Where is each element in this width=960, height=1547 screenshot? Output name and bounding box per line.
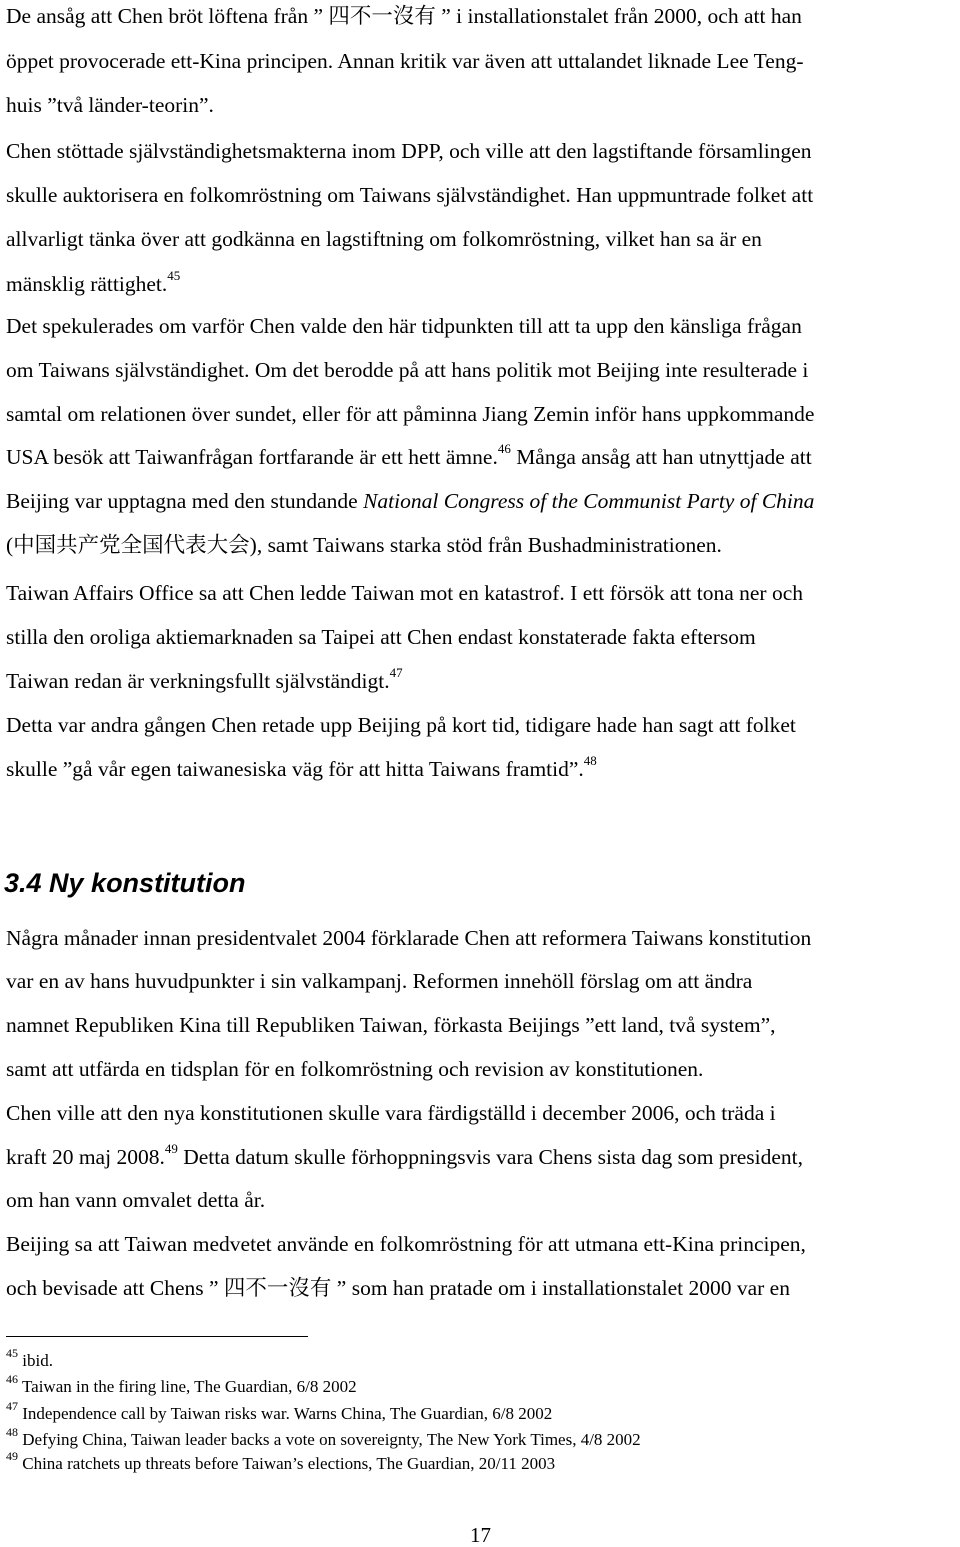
footnote-48[interactable] bbox=[6, 1425, 641, 1451]
line-text: kraft 20 maj 2008. bbox=[6, 1145, 165, 1169]
line-text: Taiwan redan är verkningsfullt självständigt. bbox=[6, 669, 390, 693]
paragraph-5-line-2 bbox=[6, 752, 597, 783]
footnote-ref-48[interactable]: 48 bbox=[583, 752, 597, 768]
congress-name-italic: National Congress of the Communist Party of China bbox=[363, 489, 815, 513]
paragraph-2-line-3: allvarligt tänka över att godkänna en lagstiftning om folkomröstning, vilket han sa är en bbox=[6, 227, 762, 251]
paragraph-3-line-6: (中国共产党全国代表大会), samt Taiwans starka stöd från Bushadministrationen. bbox=[6, 533, 722, 557]
footnote-text: Defying China, Taiwan leader backs a vote on sovereignty, The New York Times, 4/8 2002 bbox=[22, 1430, 641, 1449]
paragraph-3-line-3: samtal om relationen över sundet, eller för att påminna Jiang Zemin inför hans uppkommande bbox=[6, 402, 815, 426]
footnote-46[interactable] bbox=[6, 1372, 357, 1398]
paragraph-4-line-3 bbox=[6, 664, 403, 695]
line-text: skulle ”gå vår egen taiwanesiska väg för att hitta Taiwans framtid”. bbox=[6, 757, 584, 781]
paragraph-6-line-1: Några månader innan presidentvalet 2004 förklarade Chen att reformera Taiwans konstitution bbox=[6, 926, 812, 950]
page-number: 17 bbox=[470, 1523, 491, 1547]
footnote-text: ibid. bbox=[22, 1351, 53, 1370]
paragraph-4-line-2: stilla den oroliga aktiemarknaden sa Taipei att Chen endast konstaterade fakta eftersom bbox=[6, 625, 756, 649]
line-text: Detta datum skulle förhoppningsvis vara Chens sista dag som president, bbox=[177, 1145, 804, 1169]
line-text: USA besök att Taiwanfrågan fortfarande är ett hett ämne. bbox=[6, 445, 498, 469]
paragraph-5-line-1: Detta var andra gången Chen retade upp Beijing på kort tid, tidigare hade han sagt att folket bbox=[6, 713, 796, 737]
section-heading: 3.4 Ny konstitution bbox=[4, 868, 246, 898]
paragraph-7-line-1: Chen ville att den nya konstitutionen skulle vara färdigställd i december 2006, och träda i bbox=[6, 1101, 776, 1125]
footnote-ref-46[interactable]: 46 bbox=[497, 440, 511, 456]
paragraph-3-line-5 bbox=[6, 487, 814, 515]
footnote-ref-45[interactable]: 45 bbox=[167, 267, 181, 283]
paragraph-3-line-4 bbox=[6, 440, 812, 471]
paragraph-2-line-2: skulle auktorisera en folkomröstning om Taiwans självständighet. Han uppmuntrade folket att bbox=[6, 183, 814, 207]
footnote-text: Independence call by Taiwan risks war. Warns China, The Guardian, 6/8 2002 bbox=[18, 1404, 553, 1423]
paragraph-6-line-2: var en av hans huvudpunkter i sin valkampanj. Reformen innehöll förslag om att ändra bbox=[6, 969, 753, 993]
paragraph-7-line-2 bbox=[6, 1140, 804, 1171]
paragraph-3-line-1: Det spekulerades om varför Chen valde den här tidpunkten till att ta upp den känsliga frågan bbox=[6, 314, 802, 338]
paragraph-1-line-3: huis ”två länder-teorin”. bbox=[6, 93, 214, 117]
paragraph-2-line-1: Chen stöttade självständighetsmakterna inom DPP, och ville att den lagstiftande församlingen bbox=[6, 139, 812, 163]
footnote-ref-49[interactable]: 49 bbox=[164, 1140, 178, 1156]
paragraph-6-line-4: samt att utfärda en tidsplan för en folkomröstning och revision av konstitutionen. bbox=[6, 1057, 704, 1081]
line-text: mänsklig rättighet. bbox=[6, 272, 168, 296]
footnote-45[interactable] bbox=[6, 1346, 53, 1372]
paragraph-6-line-3: namnet Republiken Kina till Republiken Taiwan, förkasta Beijings ”ett land, två system”, bbox=[6, 1013, 776, 1037]
paragraph-1-line-1: De ansåg att Chen bröt löftena från ” 四不一沒有 ” i installationstalet från 2000, och att han bbox=[6, 4, 802, 28]
paragraph-7-line-3: om han vann omvalet detta år. bbox=[6, 1188, 266, 1212]
footnote-text: Taiwan in the firing line, The Guardian, 6/8 2002 bbox=[21, 1377, 357, 1396]
footnote-text: China ratchets up threats before Taiwan’s elections, The Guardian, 20/11 2003 bbox=[22, 1454, 556, 1473]
footnote-47[interactable] bbox=[6, 1399, 553, 1425]
footnote-number: 49 bbox=[6, 1449, 18, 1464]
footnote-number: 47 bbox=[6, 1399, 18, 1414]
footnote-number: 46 bbox=[6, 1372, 18, 1387]
paragraph-3-line-2: om Taiwans självständighet. Om det berodde på att hans politik mot Beijing inte resulterade i bbox=[6, 358, 809, 382]
footnote-ref-47[interactable]: 47 bbox=[389, 664, 403, 680]
footnote-49[interactable] bbox=[6, 1449, 556, 1475]
paragraph-8-line-1: Beijing sa att Taiwan medvetet använde en folkomröstning för att utmana ett-Kina principen, bbox=[6, 1232, 806, 1256]
line-text: Många ansåg att han utnyttjade att bbox=[510, 445, 812, 469]
line-text: Beijing var upptagna med den stundande bbox=[6, 489, 364, 513]
paragraph-1-line-2: öppet provocerade ett-Kina principen. Annan kritik var även att uttalandet liknade Lee Teng- bbox=[6, 49, 804, 73]
paragraph-2-line-4 bbox=[6, 267, 181, 298]
paragraph-4-line-1: Taiwan Affairs Office sa att Chen ledde Taiwan mot en katastrof. I ett försök att tona ner och bbox=[6, 581, 804, 605]
footnote-number: 48 bbox=[6, 1425, 18, 1440]
footnote-separator bbox=[6, 1336, 308, 1337]
paragraph-8-line-2: och bevisade att Chens ” 四不一沒有 ” som han pratade om i installationstalet 2000 var en bbox=[6, 1276, 790, 1300]
footnote-number: 45 bbox=[6, 1346, 18, 1361]
